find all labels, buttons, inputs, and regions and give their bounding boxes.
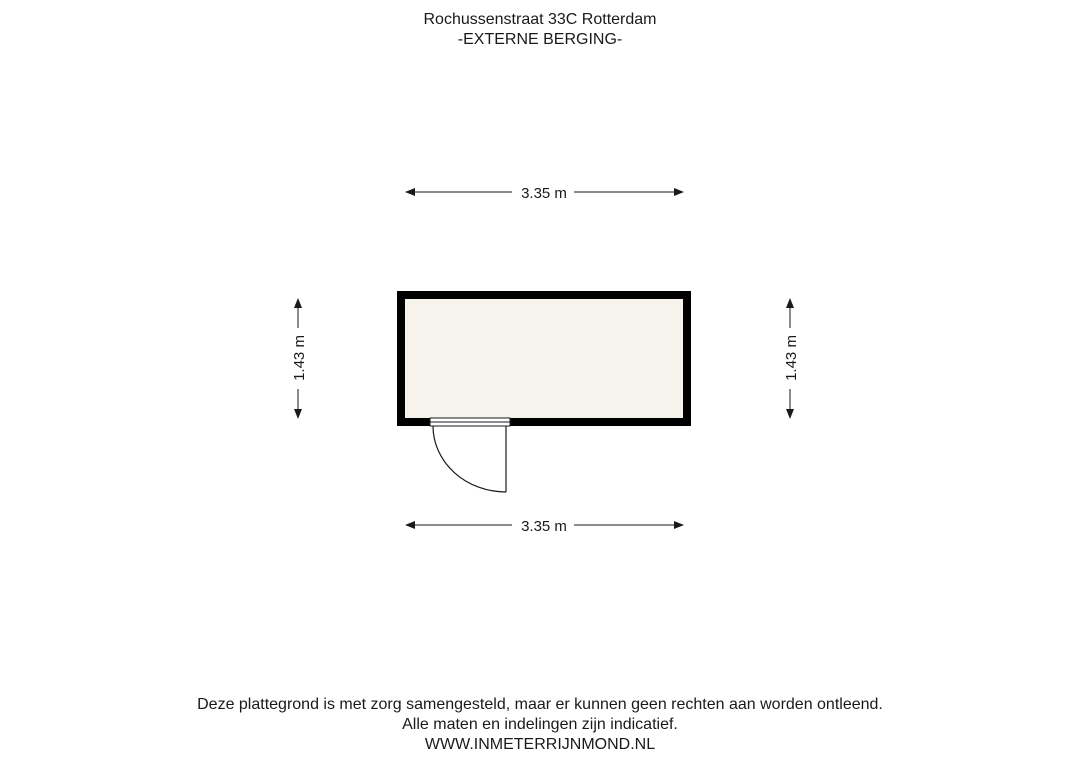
footer-website: WWW.INMETERRIJNMOND.NL [424,736,656,753]
footer [0,695,1080,755]
dimension-right [783,299,800,418]
footer-disclaimer: Deze plattegrond is met zorg samengesteld, maar er kunnen geen rechten aan worden ontleend. [197,696,883,713]
dimension-bottom-label: 3.35 m [521,518,567,535]
dimension-top [406,185,683,202]
door-swing-arc [433,426,506,492]
dimension-left [291,299,308,418]
door [430,418,510,492]
dimension-left-label: 1.43 m [291,335,308,381]
address-title: Rochussenstraat 33C Rotterdam [423,11,657,28]
dimension-bottom [406,518,683,535]
room-floor [405,299,683,418]
dimension-right-label: 1.43 m [783,335,800,381]
room-subtitle: -EXTERNE BERGING- [457,31,623,48]
footer-note: Alle maten en indelingen zijn indicatief. [402,716,678,733]
dimension-top-label: 3.35 m [521,185,567,202]
